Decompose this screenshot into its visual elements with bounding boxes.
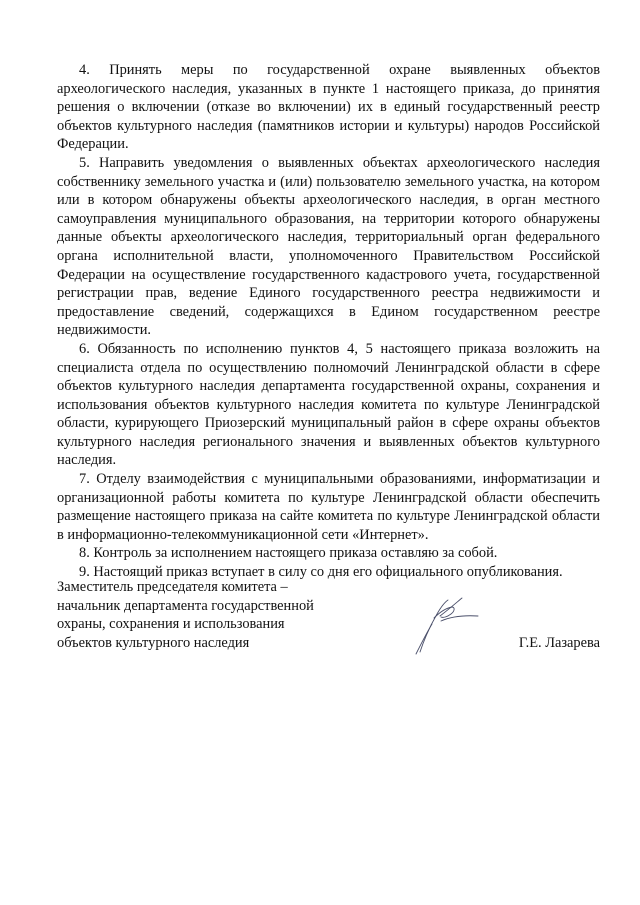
paragraph-item-8: 8. Контроль за исполнением настоящего приказа оставляю за собой. [79, 545, 498, 562]
paragraph-item-4: 4. Принять меры по государственной охране выявленных объектов археологического наследия, указанных в пункте 1 настоящего приказа, до принятия решения о включении (отказе во включении) их в единый государственный реестр объектов культурного наследия (памятников истории и культуры) народов Российской Федерации. [57, 62, 600, 153]
signatory-position [57, 578, 357, 652]
signatory-name: Г.Е. Лазарева [518, 634, 600, 651]
order-body [57, 61, 600, 582]
position-line: объектов культурного наследия [57, 634, 250, 651]
paragraph-item-7: 7. Отделу взаимодействия с муниципальными образованиями, информатизации и организационной работы комитета по культуре Ленинградской области обеспечить размещение настоящего приказа на сайте комитета по культуре Ленинградской области в информационно-телекоммуникационной сети «Интернет». [57, 471, 600, 543]
position-line: охраны, сохранения и использования [57, 616, 285, 633]
handwritten-signature-icon [410, 588, 490, 656]
signature-block [57, 578, 600, 658]
paragraph-item-5: 5. Направить уведомления о выявленных объектах археологического наследия собственнику земельного участка и (или) пользователю земельного участка, на котором или в котором обнаружены объекты археологического наследия, в орган местного самоуправления муниципального образования, на территории которого обнаружены данные объекты археологического наследия, территориальный орган федерального органа исполнительной власти, уполномоченного Правительством Российской Федерации на осуществление государственного кадастрового учета, государственной регистрации прав, ведение Единого государственного реестра недвижимости и предоставление сведений, содержащихся в Едином государственном реестре недвижимости. [57, 154, 600, 339]
position-line: начальник департамента государственной [57, 597, 314, 614]
paragraph-item-6: 6. Обязанность по исполнению пунктов 4, 5 настоящего приказа возложить на специалиста отдела по осуществлению полномочий Ленинградской области в сфере объектов культурного наследия департамента государственной охраны, сохранения и использования объектов культурного наследия комитета по культуре Ленинградской области, курирующего Приозерский муниципальный район в сфере охраны объектов культурного наследия регионального значения и выявленных объектов культурного наследия. [57, 340, 600, 469]
position-line: Заместитель председателя комитета – [57, 579, 288, 595]
paragraph-item-9: 9. Настоящий приказ вступает в силу со дня его официального опубликования. [79, 564, 563, 581]
